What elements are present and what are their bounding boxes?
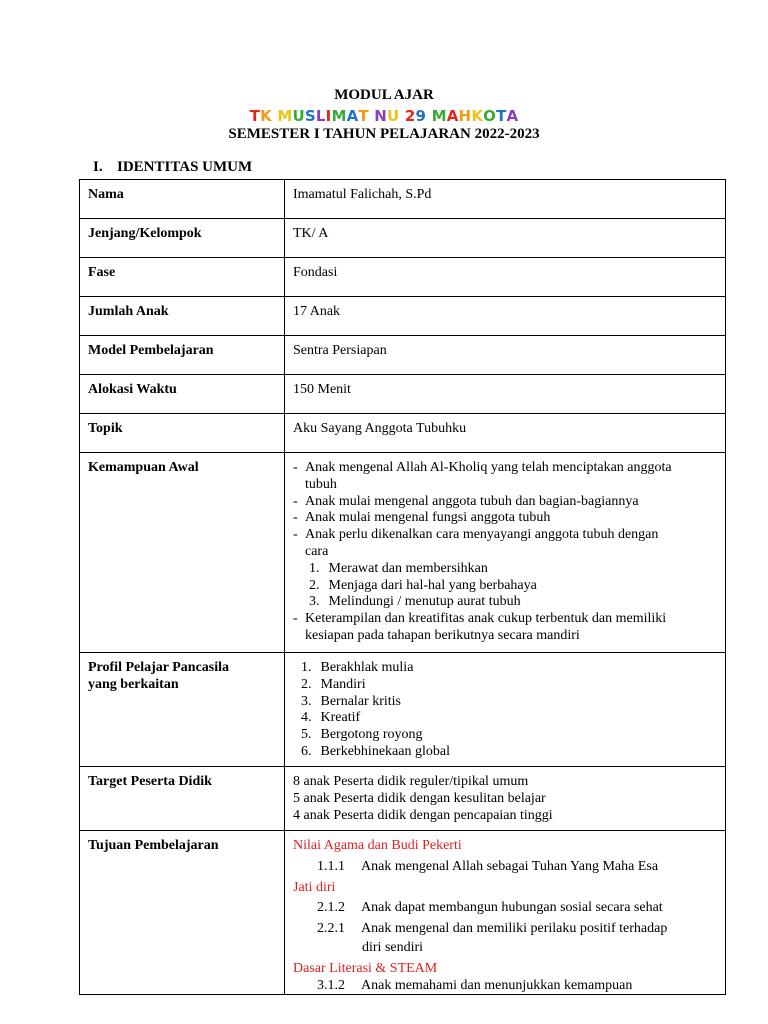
school-name-letter: M: [431, 107, 447, 125]
row-label: Model Pembelajaran: [80, 336, 285, 375]
row-value: Imamatul Falichah, S.Pd: [285, 180, 726, 219]
goal-code: 1.1.1: [317, 858, 345, 874]
item-text: Mandiri: [320, 676, 366, 692]
goal-text-continuation: diri sendiri: [362, 939, 424, 955]
school-name-letter: M: [277, 107, 293, 125]
item-number: 1.: [301, 660, 312, 675]
sub-list-item: [293, 561, 717, 578]
list-item: - Anak mengenal Allah Al-Kholiq yang telah menciptakan anggota: [293, 460, 717, 477]
school-name-letter: A: [506, 107, 519, 125]
row-value: TK/ A: [285, 219, 726, 258]
row-value: [285, 767, 726, 831]
section-number: I.: [93, 159, 103, 175]
goal-text: Anak mengenal dan memiliki perilaku positif terhadap: [361, 921, 668, 937]
list-item: [293, 694, 717, 711]
row-value: Aku Sayang Anggota Tubuhku: [285, 414, 726, 453]
goal-item: [293, 921, 717, 938]
list-item: - Anak perlu dikenalkan cara menyayangi anggota tubuh dengan: [293, 527, 717, 544]
school-name-letter: I: [325, 107, 332, 125]
row-label: Tujuan Pembelajaran: [80, 831, 285, 995]
goal-text: Anak dapat membangun hubungan sosial secara sehat: [361, 900, 663, 916]
school-name-letter: H: [458, 107, 472, 125]
goal-code: 2.1.2: [317, 900, 345, 916]
school-name-letter: M: [331, 107, 347, 125]
school-name-letter: K: [471, 107, 484, 125]
row-value: Fondasi: [285, 258, 726, 297]
row-value: [285, 653, 726, 767]
school-name-letter: L: [315, 107, 326, 125]
list-item: - Anak mulai mengenal fungsi anggota tubuh: [293, 510, 717, 527]
target-line: 5 anak Peserta didik dengan kesulitan belajar: [293, 790, 546, 806]
school-name-letter: 9: [415, 107, 427, 125]
item-text: Bernalar kritis: [320, 693, 401, 709]
list-item: - Keterampilan dan kreatifitas anak cukup terbentuk dan memiliki: [293, 611, 717, 628]
row-value: [285, 831, 726, 995]
table-row: [80, 297, 726, 336]
table-row: [80, 375, 726, 414]
goal-category: Nilai Agama dan Budi Pekerti: [293, 838, 462, 853]
school-name-letter: U: [387, 107, 400, 125]
table-row: [80, 180, 726, 219]
school-name-letter: 2: [404, 107, 416, 125]
list-item: [293, 660, 717, 677]
list-item: [293, 710, 717, 727]
row-label: Jumlah Anak: [80, 297, 285, 336]
sub-number: 2.: [309, 577, 320, 593]
item-number: 3.: [301, 693, 312, 709]
goal-text: Anak memahami dan menunjukkan kemampuan: [361, 977, 633, 993]
table-row: [80, 653, 726, 767]
school-name-letter: K: [260, 107, 272, 125]
school-name-letter: S: [304, 107, 316, 125]
sub-list-item: [293, 578, 717, 595]
list-item: [293, 727, 717, 744]
school-name: [0, 107, 768, 125]
row-label-line: yang berkaitan: [88, 676, 179, 692]
school-name-letter: O: [483, 107, 497, 125]
table-row: [80, 336, 726, 375]
school-name-letter: A: [446, 107, 459, 125]
module-title: MODUL AJAR: [334, 87, 434, 103]
row-label: Target Peserta Didik: [80, 767, 285, 831]
list-item: [293, 744, 717, 761]
school-name-letter: A: [346, 107, 359, 125]
section-heading: [93, 159, 252, 176]
row-label: Fase: [80, 258, 285, 297]
semester-title: SEMESTER I TAHUN PELAJARAN 2022-2023: [228, 126, 540, 142]
table-row: [80, 767, 726, 831]
identity-table: [79, 179, 726, 995]
row-value: 150 Menit: [285, 375, 726, 414]
goal-code: 3.1.2: [317, 977, 345, 993]
item-number: 4.: [301, 710, 312, 726]
list-item-continuation: kesiapan pada tahapan berikutnya secara mandiri: [305, 627, 580, 643]
row-label: [80, 653, 285, 767]
school-name-letter: T: [496, 107, 507, 125]
list-item-continuation: tubuh: [305, 476, 337, 492]
list-item: [293, 677, 717, 694]
section-title: IDENTITAS UMUM: [117, 159, 253, 175]
item-number: 6.: [301, 743, 312, 759]
goal-category: Jati diri: [293, 879, 336, 895]
row-label: Topik: [80, 414, 285, 453]
row-label: Alokasi Waktu: [80, 375, 285, 414]
goal-item: [293, 978, 717, 995]
row-value: 17 Anak: [285, 297, 726, 336]
goal-category: Dasar Literasi & STEAM: [293, 960, 438, 976]
school-name-letter: T: [358, 107, 369, 125]
sub-text: Melindungi / menutup aurat tubuh: [328, 594, 521, 610]
table-row: [80, 219, 726, 258]
item-text: Kreatif: [320, 710, 361, 726]
row-label-line: Profil Pelajar Pancasila: [88, 660, 230, 675]
goal-code: 2.2.1: [317, 921, 345, 937]
sub-number: 1.: [309, 560, 320, 576]
goal-text: Anak mengenal Allah sebagai Tuhan Yang Maha Esa: [361, 858, 659, 874]
table-row: [80, 831, 726, 995]
item-text: Bergotong royong: [320, 727, 423, 743]
school-name-letter: U: [292, 107, 305, 125]
sub-text: Merawat dan membersihkan: [328, 560, 488, 576]
item-number: 5.: [301, 727, 312, 743]
sub-list-item: [293, 594, 717, 611]
row-label: Kemampuan Awal: [80, 453, 285, 653]
sub-text: Menjaga dari hal-hal yang berbahaya: [328, 577, 537, 593]
row-label: Jenjang/Kelompok: [80, 219, 285, 258]
item-text: Berkebhinekaan global: [320, 743, 450, 759]
table-row: [80, 453, 726, 653]
table-row: [80, 258, 726, 297]
item-text: Berakhlak mulia: [320, 660, 414, 675]
row-value: [285, 453, 726, 653]
target-line: 8 anak Peserta didik reguler/tipikal umum: [293, 774, 529, 789]
item-number: 2.: [301, 676, 312, 692]
sub-number: 3.: [309, 594, 320, 610]
target-line: 4 anak Peserta didik dengan pencapaian tinggi: [293, 807, 553, 823]
list-item: - Anak mulai mengenal anggota tubuh dan bagian-bagiannya: [293, 494, 717, 511]
school-name-letter: T: [249, 107, 261, 125]
row-label: Nama: [80, 180, 285, 219]
goal-item: [293, 859, 717, 876]
row-value: Sentra Persiapan: [285, 336, 726, 375]
goal-item: [293, 900, 717, 917]
list-item-continuation: cara: [305, 543, 329, 559]
school-name-letter: N: [374, 107, 388, 125]
table-row: [80, 414, 726, 453]
